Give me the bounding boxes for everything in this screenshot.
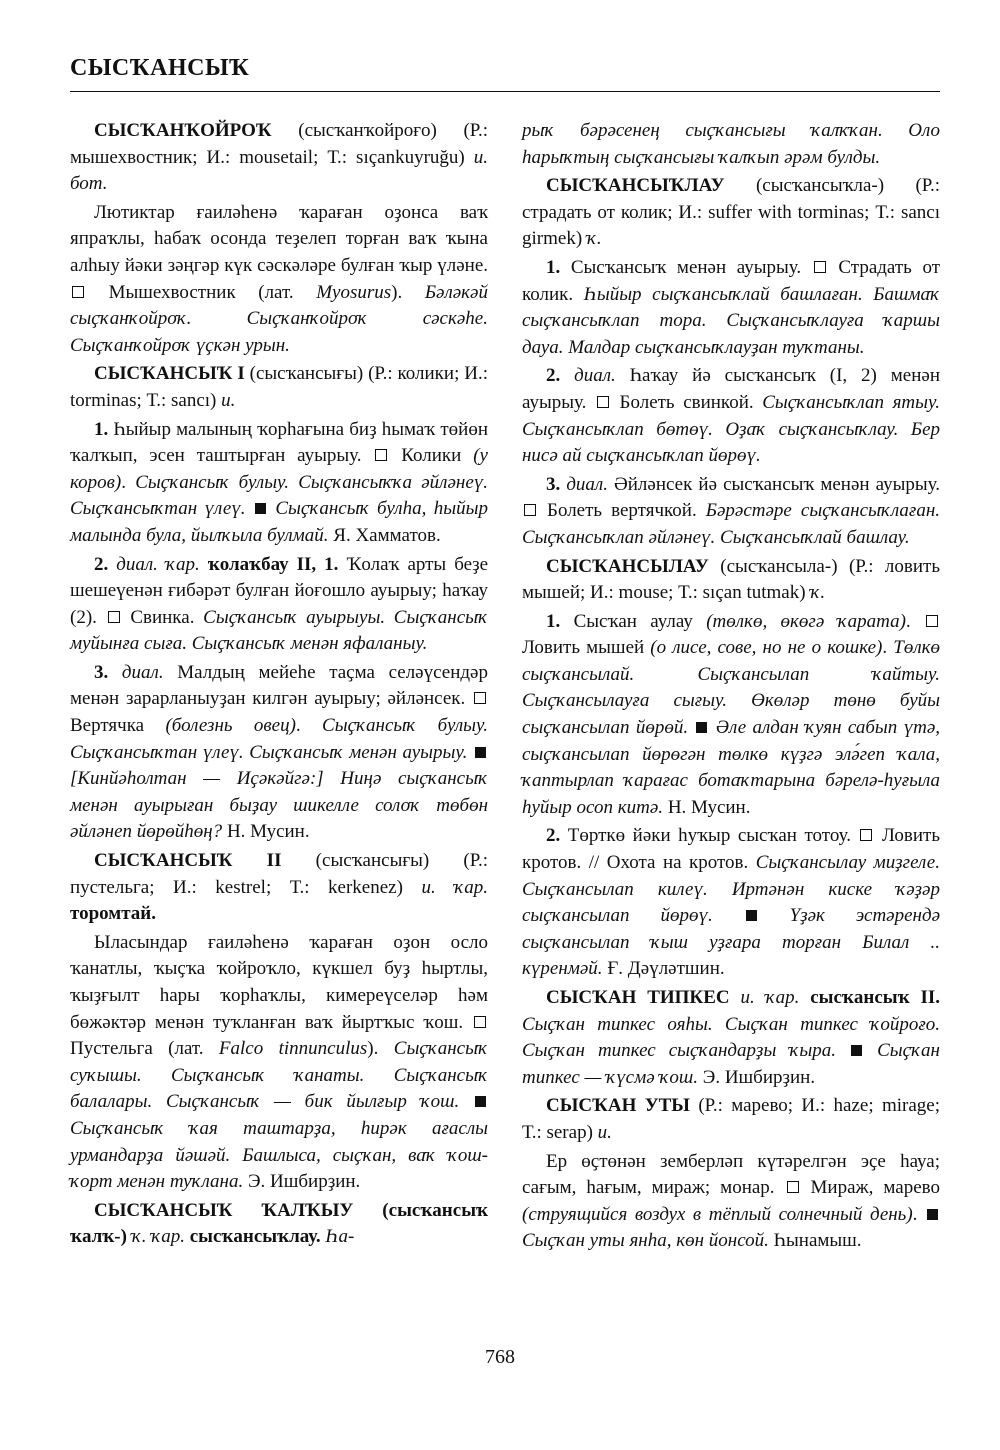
grammar-label: диал. ҡар. [108,553,208,575]
grammar-label: ҡ. [586,228,602,250]
entry-sysqansyq-1 [70,361,488,414]
entry-head: (сысҡансыла-) (Р.: ловить мышей; И.: mouse; Т.: sıçan tutmak) [522,555,940,604]
examples: Бәләкәй сыҫҡанҡойроҡ. Сыҫҡанҡойроҡ сәскәһе. Сыҫҡанҡойроҡ үҫкән урын. [70,281,488,356]
entry-sysqansylau [522,554,940,607]
quote: Үҙәк эстәрендә сыҫҡансылап ҡыш уҙғара торған Билал .. күренмәй. [522,905,941,980]
headword: СЫСҠАНСЫҠЛАУ [546,175,725,197]
note: (у коров) [70,445,488,493]
sense-3 [70,660,488,846]
punct: . [295,715,323,737]
quote-author: Э. Ишбирҙин. [243,1171,361,1193]
sense-number: 2. [94,553,109,575]
quote-square-icon [696,722,707,733]
grammar-label: и. [221,389,236,411]
sense-1 [70,417,488,550]
sense-number: 1. [546,256,561,278]
entry-head: (сысҡансығы) (Р.: колики; И.: torminas; Т.: sancı) [70,363,488,411]
quote: [Кинйәһолтан — Иҫәкәйгә:] Ниңә сыҫҡансыҡ менән ауырыған быҙау шикелле солоҡ төбөн әйләнеп йөрөйһөң? [70,768,488,843]
definition-text: Ыласындар ғаиләһенә ҡараған оҙон осло ҡанатлы, ҡыҫҡа ҡойроҡло, күкшел буҙ һыртлы, ҡыҙғылт һары ҡорһаҡлы, кимереүселәр һәм бөжәктәр менән туҡланған ваҡ йыртҡыс ҡош. [70,931,488,1033]
grammar-label: диал. [560,365,616,387]
sense-2 [522,363,940,469]
grammar-label: и. ҡар. [421,876,488,898]
entry-sysqansyqlau [522,173,940,253]
translation: Колики [389,445,474,467]
translation: Страдать от колик. [522,256,940,305]
examples: Сыҫҡансыҡ булыу. Сыҫҡансыҡтан үлеү. Сыҫҡансыҡ менән ауырыу. [70,715,489,763]
entry-sysqan-uty [522,1093,940,1146]
quote-author: Н. Мусин. [222,821,310,843]
continued-examples [522,118,940,171]
sense-number: 1. [94,418,109,440]
running-head-text: СЫСҠАНСЫҠ [70,55,250,81]
note: (болезнь овец) [165,715,296,737]
examples: Төлкө сыҫҡансылай. Сыҫҡансылап ҡайтыу. Сыҫҡансылауға сығыу. Өкөләр төнө буйы сыҫҡансылап йөрөй. [522,637,940,739]
translation: Ловить кротов. // Охота на кротов. [522,825,940,874]
quote: Сыҫҡансыҡ булһа, һыйыр малында була, йылҡыла булмай. [70,498,488,546]
translation-square-icon [597,396,609,408]
latin-name: Falco tinnunculus [218,1038,368,1060]
examples: рыҡ бәрәсенең сыҫҡансығы ҡалҡҡан. Оло һарыҡтың сыҫҡансығы ҡалҡып әрәм булды. [522,120,940,168]
translation-end: ). [391,281,425,303]
quote-square-icon [255,503,266,514]
examples: Һыйыр сыҫҡансыҡлай башлаған. Башмаҡ сыҫҡансыҡлап тора. Сыҫҡансыҡлауға ҡаршы дауа. Малдар сыҫҡансыҡлауҙан туҡтаны. [522,283,940,358]
entry-head: (сысҡансығы) (Р.: пустельга; И.: kestrel; Т.: kerkenez) [70,850,488,898]
translation-square-icon [860,829,872,841]
punct: . [121,471,136,493]
examples: Сыҫҡан типкес ояһы. Сыҫҡан типкес ҡойроғо. Сыҫҡан типкес сыҫҡандарҙы ҡыра. [522,1013,940,1062]
grammar-label: диал. [108,661,164,683]
grammar-label: ҡ. ҡар. [131,1226,190,1248]
quote-author: Э. Ишбирҙин. [698,1066,816,1088]
translation-square-icon [72,286,84,298]
sense-number: 2. [546,365,561,387]
translation-square-icon [474,692,486,704]
grammar-label: и. бот. [70,146,488,195]
sense-number: 2. [546,825,561,847]
cross-reference: сысҡансыҡ II. [810,987,940,1008]
quote-square-icon [851,1045,862,1056]
note: (струящийся воздух в тёплый солнечный день) [522,1203,913,1225]
running-head [70,55,940,92]
definition-text: Һыйыр малының ҡорһағына биҙ һымаҡ төйөн ҡалҡып, эсен таштырған ауырыу. [70,418,488,467]
punct: . [912,1203,926,1225]
translation-square-icon [375,449,387,461]
quote: Сыҫҡан уты янһа, көн йонсой. [522,1230,769,1252]
translation: Болеть свинкой. [610,391,763,413]
definition-text: Ер өҫтөнән земберләп күтәрелгән эҫе һауа; сағым, һағым, мираж; монар. [522,1150,940,1199]
quote: Сыҫҡансыҡ ҡая таштарҙа, һирәк ағаслы урмандарҙа йәшәй. Башлыса, сыҫҡан, ваҡ ҡош-ҡорт менән туҡлана. [70,1117,488,1193]
translation: Болеть вертячкой. [538,500,706,522]
examples: Сыҫҡансылау миҙгеле. Сыҫҡансылап килеү. Иртәнән киске ҡәҙәр сыҫҡансылап йөрөү. [522,852,940,927]
quote-square-icon [746,910,757,921]
translation-square-icon [108,611,120,623]
definition-text: Лютиктар ғаиләһенә ҡараған оҙонса ваҡ япраҡлы, һабаҡ осонда теҙелеп торған ваҡ ҡына алһыу йәки зәңгәр күк сәскәләре булған ҡыр үләне. [70,201,488,276]
translation-square-icon [787,1181,799,1193]
right-column [522,118,940,1257]
grammar-label: и. ҡар. [729,987,811,1008]
grammar-label: диал. [560,473,608,495]
entry-head: (сысҡансыҡ ҡалҡ-) [70,1199,489,1248]
entry-head: (Р.: марево; И.: haze; mirage; Т.: serap) [522,1095,940,1143]
definition-text: Малдың мейеһе таҫма селәүсендәр менән зарарланыуҙан килгән ауырыу; әйләнсек. [70,661,488,710]
punct: . [905,610,924,632]
quote-author: Н. Мусин. [663,796,751,818]
page-number: 768 [485,1346,515,1368]
translation-square-icon [474,1016,486,1028]
headword: СЫСҠАН УТЫ [546,1095,690,1117]
punct: . [882,637,894,659]
note: (о лисе, сове, но не о кошке) [650,637,883,659]
quote-square-icon [475,1096,486,1107]
entry-sysqansyq-2 [70,848,488,928]
entry-definition [70,200,488,360]
cross-reference: сысҡансыҡлау. [189,1226,321,1248]
headword: СЫСҠАНСЫЛАУ [546,555,709,577]
entry-head: (сысҡансыҡла-) (Р.: страдать от колик; И.: suffer with torminas; Т.: sancı girmek) [522,175,940,250]
translation-square-icon [524,504,536,516]
definition-text: Сысҡан аулау [560,610,707,632]
examples: Сыҫҡансыҡлап ятыу. Сыҫҡансыҡлап бөтөү. Оҙаҡ сыҫҡансыҡлау. Бер нисә ай сыҫҡансыҡлап йөрөү. [522,391,940,467]
headword: СЫСҠАНСЫҠ I [94,363,245,385]
sense-2 [522,823,940,983]
headword: СЫСҠАНСЫҠ ҠАЛҠЫУ [94,1199,354,1221]
sense-3 [522,472,940,552]
entry-definition [522,1149,940,1255]
sense-2 [70,552,488,658]
translation: Пустельга (лат. [70,1038,219,1060]
headword: СЫСҠАН ТИПКЕС [546,987,730,1008]
translation-square-icon [814,261,826,273]
sense-number: 3. [546,473,561,495]
translation: Ловить мышей [522,637,651,659]
translation: Вертячка [70,715,166,737]
entry-sysqansyq-qalqyu [70,1198,488,1251]
entry-sysqanqoyroq [70,118,488,198]
definition-text: Һаҡау йә сысҡансыҡ (I, 2) менән ауырыу. [522,365,940,413]
translation: Мираж, марево [800,1177,940,1199]
grammar-label: ҡ. [810,582,826,604]
translation: Свинка. [121,606,204,628]
sense-1 [522,255,940,361]
quote: Әле алдан ҡуян сабып үтә, сыҫҡансылап йөрөгән төлкө күҙгә элә́геп ҡала, ҡаптырлап ҡарағас ботаҡтарына бәрелә-һуғыла һуйыр осоп китә. [522,717,941,818]
cross-reference: ҡолаҡбау II, 1. [207,553,339,575]
examples: Сыҫҡансыҡ ауырыуы. Сыҫҡансыҡ муйынға сыға. Сыҫҡансыҡ менән яфаланыу. [70,606,489,655]
sense-1 [522,609,940,822]
note: (төлкө, өкөгә ҡарата) [706,610,906,632]
definition-text: Ҡолаҡ арты беҙе шешеүенән ғибәрәт булған йоғошло ауырыу; һаҡау (2). [70,553,489,628]
quote: Сыҫҡан типкес — ҡүсмә ҡош. [522,1040,940,1088]
entry-definition [70,930,488,1196]
quote-square-icon [927,1209,938,1220]
headword: СЫСҠАНҠОЙРОҠ [94,120,272,141]
quote-author: Һынамыш. [768,1230,862,1252]
quote-author: Ғ. Дәүләтшин. [602,958,725,980]
quote-author: Я. Хамматов. [333,524,441,546]
entry-sysqan-tipkes [522,985,940,1091]
definition-text: Төрткө йәки һуҡыр сысҡан тотоу. [560,825,859,847]
left-column [70,118,488,1253]
definition-text: Сысҡансыҡ менән ауырыу. [560,256,812,278]
sense-number: 1. [546,610,561,632]
examples: Бәрәстәре сыҫҡансыҡлаған. Сыҫҡансыҡлап әйләнеү. Сыҫҡансыҡлай башлау. [522,500,940,548]
headword: СЫСҠАНСЫҠ II [94,850,282,872]
cross-reference: торомтай. [70,903,156,925]
entry-head: (сысҡанҡойроғо) (Р.: мышехвостник; И.: mousetail; Т.: sıçankuyruğu) [70,120,488,168]
definition-text: Әйләнсек йә сысҡансыҡ менән ауырыу. [607,473,940,495]
translation: Мышехвостник (лат. [86,281,317,303]
latin-name: Myosurus [316,281,392,303]
translation-end: ). [367,1038,394,1060]
translation-square-icon [926,615,938,627]
examples: Сыҫҡансыҡ суҡышы. Сыҫҡансыҡ ҡанаты. Сыҫҡансыҡ балалары. Сыҫҡансыҡ — бик йылғыр ҡош. [70,1038,489,1113]
examples: Һа- [320,1226,355,1248]
grammar-label: и. [597,1121,612,1143]
sense-number: 3. [94,661,109,683]
examples: Сыҫҡансыҡ булыу. Сыҫҡансыҡҡа әйләнеү. Сыҫҡансыҡтан үлеү. [70,471,488,520]
quote-square-icon [475,747,486,758]
